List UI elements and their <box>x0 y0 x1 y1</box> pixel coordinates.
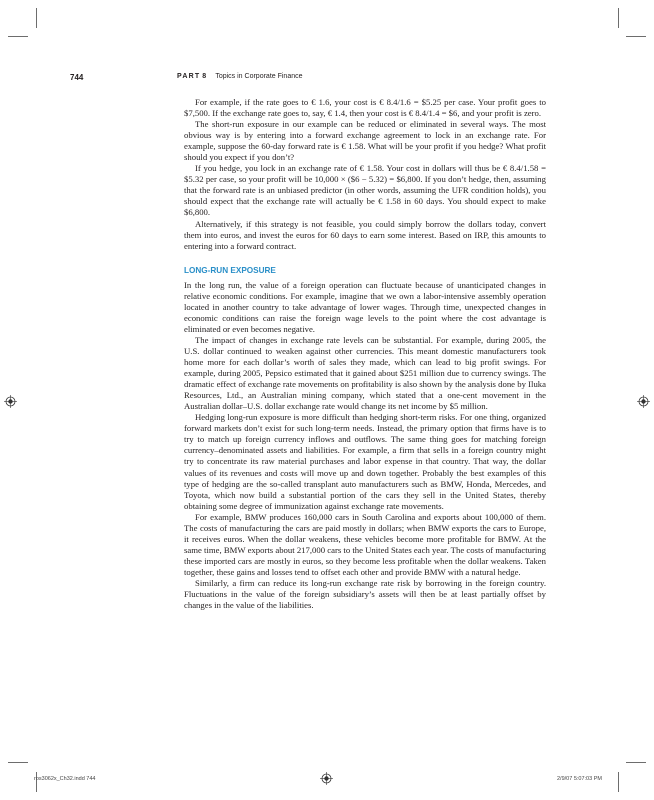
paragraph: Hedging long-run exposure is more difficult than hedging short-term risks. For one thing, organized forward markets don’t exist for such long-term needs. Instead, the primary option that firms have is to try to match up foreign currency inflows and outflows. The same thing goes for matching foreign currency–denominated assets and liabilities. For example, a firm that sells in a foreign country might try to concentrate its raw material purchases and labor expense in that country. That way, the dollar values of its revenues and costs will move up and down together. Probably the best examples of this type of hedging are the so-called transplant auto manufacturers such as BMW, Honda, Mercedes, and Toyota, which now build a substantial portion of the cars they sell in the United States, thereby obtaining some degree of immunization against exchange rate movements. <box>184 412 546 511</box>
paragraph: In the long run, the value of a foreign operation can fluctuate because of unanticipated changes in relative economic conditions. For example, imagine that we own a labor-intensive assembly operation located in another country to take advantage of lower wages. Through time, unexpected changes in economic conditions can raise the foreign wage levels to the point where the cost advantage is eliminated or even becomes negative. <box>184 279 546 334</box>
paragraph: For example, BMW produces 160,000 cars in South Carolina and exports about 100,000 of them. The costs of manufacturing the cars are paid mostly in dollars; when BMW exports the cars to Europe, it receives euros. When the dollar weakens, these vehicles become more profitable for BMW. At the same time, BMW exports about 217,000 cars to the United States each year. The costs of manufacturing these imported cars are mostly in euros, so they become less profitable when the dollar weakens. Taken together, these gains and losses tend to offset each other and provide BMW with a natural hedge. <box>184 511 546 577</box>
registration-mark-right-icon <box>637 395 650 408</box>
registration-mark-left-icon <box>4 395 17 408</box>
crop-mark-bottom-left <box>36 772 37 792</box>
paragraph: Alternatively, if this strategy is not feasible, you could simply borrow the dollars today, convert them into euros, and invest the euros for 60 days to earn some interest. Based on IRP, this amounts to entering into a forward contract. <box>184 218 546 251</box>
registration-mark-bottom-icon <box>320 772 333 785</box>
paragraph: The impact of changes in exchange rate levels can be substantial. For example, during 2005, the U.S. dollar continued to weaken against other currencies. This meant domestic manufacturers took home more for each dollar’s worth of sales they made, which can lead to big profit swings. For example, during 2005, Pepsico estimated that it gained about $251 million due to currency swings. The dramatic effect of exchange rate movements on profitability is also shown by the analysis done by Iluka Resources, Ltd., an Australian mining company, which stated that a one-cent movement in the Australian dollar–U.S. dollar exchange rate would change its net income by $5 million. <box>184 334 546 412</box>
crop-mark-bottom-right-h <box>626 762 646 763</box>
paragraph: If you hedge, you lock in an exchange rate of € 1.58. Your cost in dollars will thus be € 8.4/1.58 = $5.32 per case, so your profit will be 10,000 × ($6 − 5.32) = $6,800. If you don’t hedge, then, assuming that the forward rate is an unbiased predictor (in other words, assuming the UFR condition holds), you should expect that the exchange rate will actually be € 1.58 in 60 days. You should expect to make $6,800. <box>184 163 546 218</box>
paragraph: The short-run exposure in our example can be reduced or eliminated in several ways. The most obvious way is by entering into a forward exchange agreement to lock in an exchange rate. For example, suppose the 60-day forward rate is € 1.58. What will be your profit if you hedge? What profit should you expect if you don’t? <box>184 119 546 163</box>
crop-mark-bottom-left-h <box>8 762 28 763</box>
running-header <box>70 73 550 85</box>
crop-mark-bottom-right <box>618 772 619 792</box>
part-word: PART <box>177 73 201 80</box>
footer-file-info: ros3062x_Ch32.indd 744 <box>34 776 96 782</box>
crop-mark-top-left-h <box>8 36 28 37</box>
crop-mark-top-left <box>36 8 37 28</box>
paragraph: Similarly, a firm can reduce its long-run exchange rate risk by borrowing in the foreign country. Fluctuations in the value of the foreign subsidiary’s assets will then be at least partially offset by changes in the value of the liabilities. <box>184 577 546 611</box>
paragraph: For example, if the rate goes to € 1.6, your cost is € 8.4/1.6 = $5.25 per case. Your profit goes to $7,500. If the exchange rate goes to, say, € 1.4, then your cost is € 8.4/1.4 = $6, and your profit is zero. <box>184 97 546 119</box>
part-title: Topics in Corporate Finance <box>215 73 303 80</box>
part-label <box>177 73 303 80</box>
crop-mark-top-right <box>618 8 619 28</box>
page-number: 744 <box>70 73 84 82</box>
crop-mark-top-right-h <box>626 36 646 37</box>
section-heading: LONG-RUN EXPOSURE <box>184 265 276 275</box>
page-body <box>184 97 546 611</box>
part-number: 8 <box>202 73 208 80</box>
footer-timestamp: 2/9/07 5:07:03 PM <box>557 776 602 782</box>
